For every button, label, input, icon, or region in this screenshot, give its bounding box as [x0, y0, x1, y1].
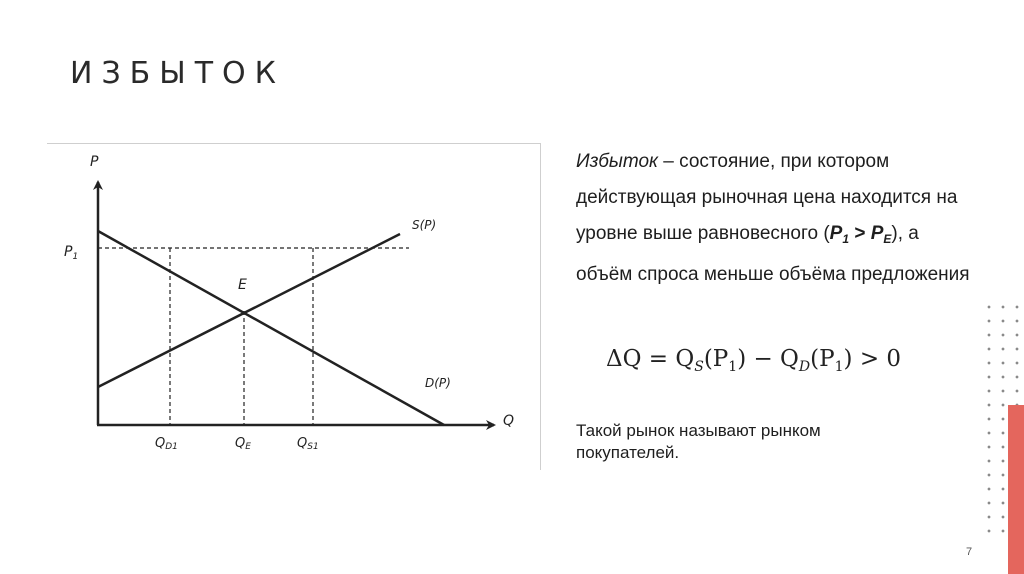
definition-term: Избыток [576, 151, 659, 172]
qs1-label: QS1 [297, 436, 319, 452]
surplus-formula: $\Delta Q = Q_S(P_1) - Q_D(P_1) > 0$ [606, 336, 936, 382]
p1-symbol: $P_1 > P_E$ [829, 223, 892, 246]
demand-label: D(P) [425, 376, 451, 390]
accent-bar [1008, 405, 1024, 574]
definition-text-1: – состояние, при котором действующая рыночная цена находится на уровне выше равновесного ( [576, 151, 958, 244]
page-number: 7 [966, 546, 973, 558]
x-axis-label: Q [503, 413, 515, 429]
buyers-market-note: Такой рынок называют рынком покупателей. [576, 421, 821, 462]
p1-label: $P_1$ [64, 244, 79, 262]
qe-label: QE [235, 436, 251, 452]
slide-title: ИЗБЫТОК [70, 56, 285, 91]
equilibrium-label: E [238, 277, 247, 293]
supply-demand-graph [47, 143, 541, 470]
qd1-label: QD1 [155, 436, 178, 452]
demand-curve [98, 231, 444, 425]
y-axis-label: P [90, 154, 99, 170]
definition-text-2: ), а объём спроса меньше объёма [576, 223, 919, 285]
graph-svg [47, 144, 540, 470]
supply-label: S(P) [412, 218, 437, 232]
definition-text-cut: предложения [851, 264, 970, 285]
surplus-definition [576, 144, 976, 293]
